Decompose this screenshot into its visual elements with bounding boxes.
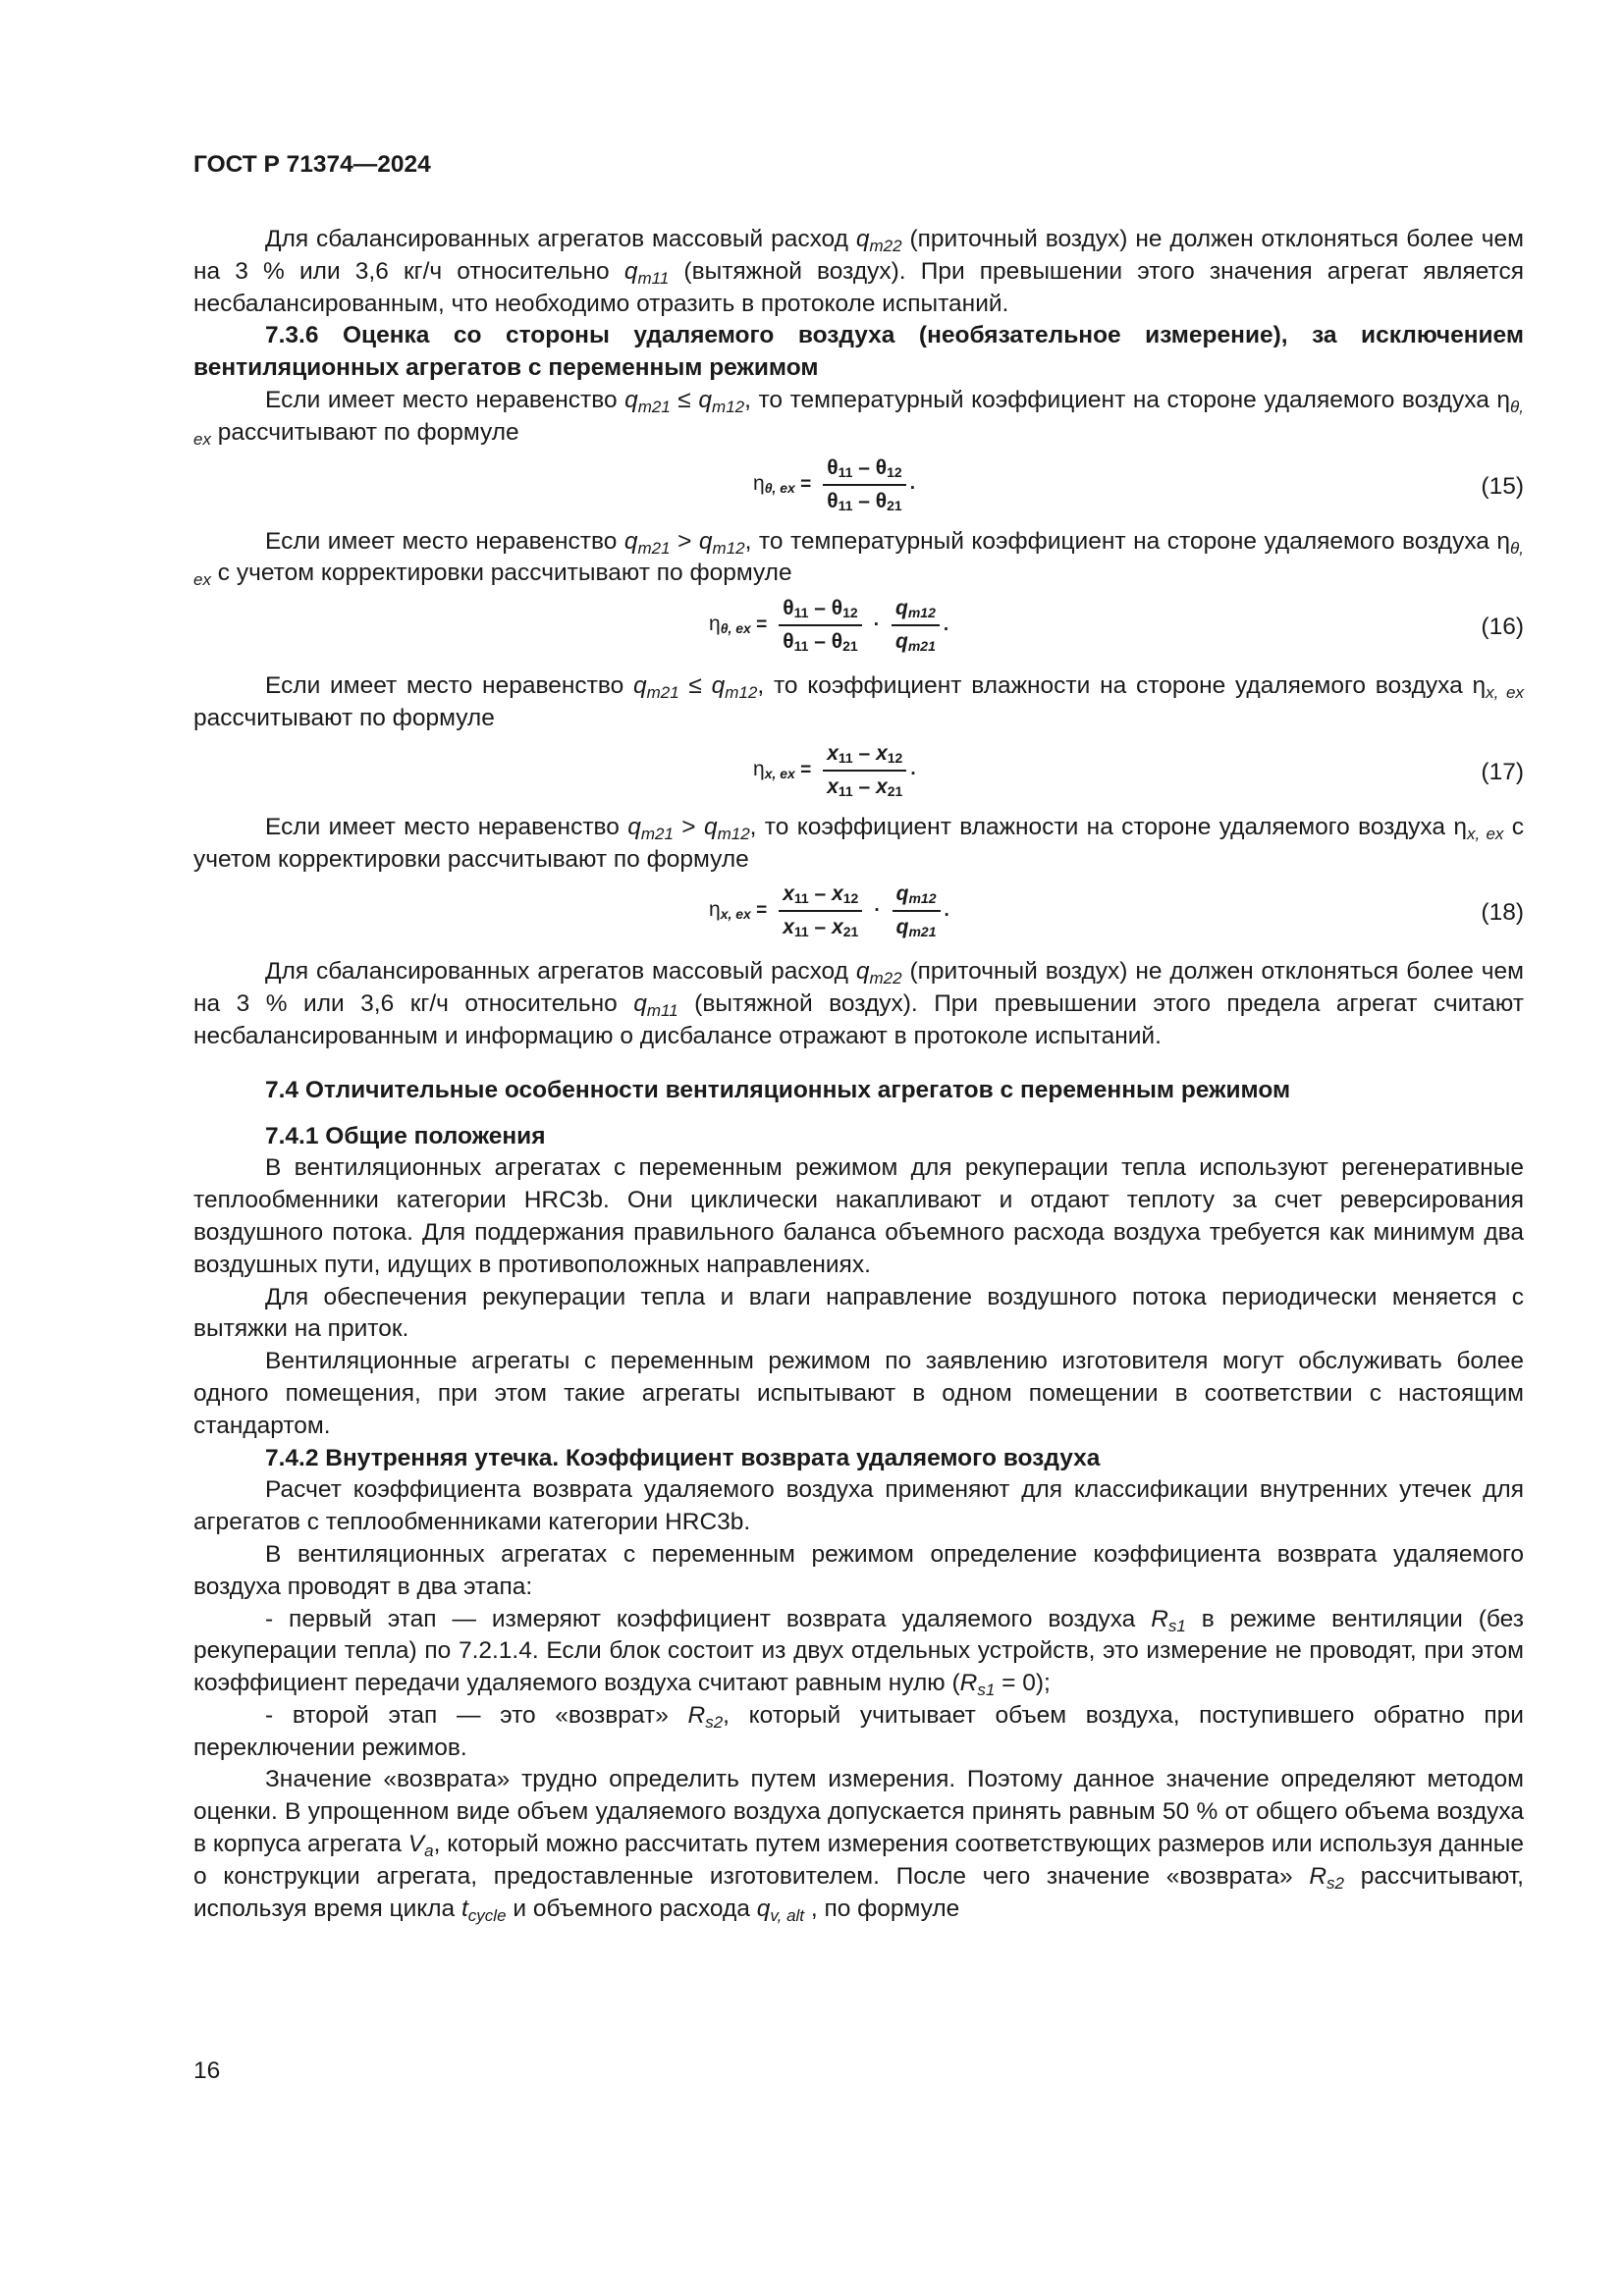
paragraph-balanced-units: Для сбалансированных агрегатов массовый расход $q_{m22}$ (приточный воздух) не должен отклоняться более чем на 3 % или 3,6 кг/ч относительно $q_{m11}$ (вытяжной воздух). При превышении этого значения агрегат является несбалансированным, что необходимо отразить в протоколе испытаний. — [193, 226, 1525, 317]
paragraph-condition-15: Если имеет место неравенство $q_{m21} \le q_{m12}$, то температурный коэффициент на стороне удаляемого воздуха $\eta_{\theta, ex}$ рассчитывают по формуле — [193, 386, 1524, 449]
section-heading-7-4-1: 7.4.1 Общие положения — [265, 1122, 546, 1149]
paragraph-condition-17: Если имеет место неравенство $q_{m21} \le q_{m12}$, то коэффициент влажности на стороне удаляемого воздуха $\eta_{x, ex}$ рассчитывают по формуле — [193, 672, 1524, 731]
equation-number-17: (17) — [1481, 758, 1524, 785]
paragraph-condition-16: Если имеет место неравенство $q_{m21} > q_{m12}$, то температурный коэффициент на стороне удаляемого воздуха $\eta_{\theta, ex}$ с учетом корректировки рассчитывают по формуле — [193, 527, 1524, 590]
section-heading-7-3-6: 7.3.6 Оценка со стороны удаляемого воздуха (необязательное измерение), за исключением вентиляционных агрегатов с переменным режимом — [193, 322, 1524, 382]
paragraph-return-coefficient: Расчет коэффициента возврата удаляемого воздуха применяют для классификации внутренних утечек для агрегатов с теплообменниками категории HRC3b. — [193, 1476, 1524, 1536]
section-heading-7-4: 7.4 Отличительные особенности вентиляционных агрегатов с переменным режимом — [265, 1076, 1291, 1103]
paragraph-condition-18: Если имеет место неравенство $q_{m21} > q_{m12}$, то коэффициент влажности на стороне удаляемого воздуха $\eta_{x, ex}$ с учетом корректировки рассчитывают по формуле — [193, 813, 1525, 873]
formula-15: $\eta_{\theta, ex}$ = $\frac{\theta_{11} - \theta_{12}}{\theta_{11} - \theta_{21}}$ . (15) — [753, 455, 1524, 513]
document-header: ГОСТ Р 71374—2024 — [193, 151, 431, 178]
paragraph-two-stages: В вентиляционных агрегатах с переменным режимом определение коэффициента возврата удаляемого воздуха проводят в два этапа: — [193, 1540, 1524, 1600]
paragraph-second-stage: - второй этап — это «возврат» $R_{s2}$, который учитывает объем воздуха, поступившего обратно при переключении режимов. — [193, 1701, 1524, 1761]
page-number: 16 — [193, 2057, 221, 2084]
equation-number-16: (16) — [1481, 614, 1524, 641]
equation-number-15: (15) — [1481, 472, 1524, 500]
paragraph-return-estimation: Значение «возврата» трудно определить путем измерения. Поэтому данное значение определяют методом оценки. В упрощенном виде объем удаляемого воздуха допускается принять равным 50 % от общего объема воздуха в корпуса агрегата $V_a$, который можно рассчитать путем измерения соответствующих размеров или используя данные о конструкции агрегата, предоставленные изготовителем. После чего значение «возврата» $R_{s2}$ рассчитывают, используя время цикла $t_{cycle}$ и объемного расхода $q_{v, alt}$ , по формуле — [193, 1766, 1524, 1925]
section-heading-7-4-2: 7.4.2 Внутренняя утечка. Коэффициент возврата удаляемого воздуха — [265, 1444, 1101, 1471]
paragraph-first-stage: - первый этап — измеряют коэффициент возврата удаляемого воздуха $R_{s1}$ в режиме вентиляции (без рекуперации тепла) по 7.2.1.4. Если блок состоит из двух отдельных устройств, это измерение не проводят, при этом коэффициент передачи удаляемого воздуха считают равным нулю $(R_{s1} = 0)$; — [193, 1605, 1524, 1700]
document-body — [193, 224, 1524, 1925]
paragraph-flow-direction: Для обеспечения рекуперации тепла и влаги направление воздушного потока периодически меняется с вытяжки на приток. — [193, 1283, 1524, 1343]
formula-16: $\eta_{\theta, ex}$ = $\frac{\theta_{11} - \theta_{12}}{\theta_{11} - \theta_{21}}$ · $\frac{q_{m12}}{q_{m21}}$ . (16) — [709, 597, 1524, 655]
paragraph-regenerative-exchangers: В вентиляционных агрегатах с переменным режимом для рекуперации тепла используют регенеративные теплообменники категории HRC3b. Они циклически накапливают и отдают теплоту за счет реверсирования воздушного потока. Для поддержания правильного баланса объемного расхода воздуха требуется как минимум два воздушных пути, идущих в противоположных направлениях. — [193, 1154, 1524, 1278]
document-page — [193, 0, 1524, 2296]
formula-18: $\eta_{x, ex}$ = $\frac{x_{11} - x_{12}}{x_{11} - x_{21}}$ · $\frac{q_{m12}}{q_{m21}}$ . (18) — [709, 882, 1524, 940]
formula-17: $\eta_{x, ex}$ = $\frac{x_{11} - x_{12}}{x_{11} - x_{21}}$ . (17) — [753, 741, 1524, 799]
paragraph-balanced-limit: Для сбалансированных агрегатов массовый расход $q_{m22}$ (приточный воздух) не должен отклоняться более чем на 3 % или 3,6 кг/ч относительно $q_{m11}$ (вытяжной воздух). При превышении этого предела агрегат считают несбалансированным и информацию о дисбалансе отражают в протоколе испытаний. — [193, 958, 1525, 1049]
equation-number-18: (18) — [1481, 899, 1524, 927]
paragraph-multiple-rooms: Вентиляционные агрегаты с переменным режимом по заявлению изготовителя могут обслуживать более одного помещения, при этом такие агрегаты испытывают в одном помещении в соответствии с настоящим стандартом. — [193, 1348, 1524, 1439]
